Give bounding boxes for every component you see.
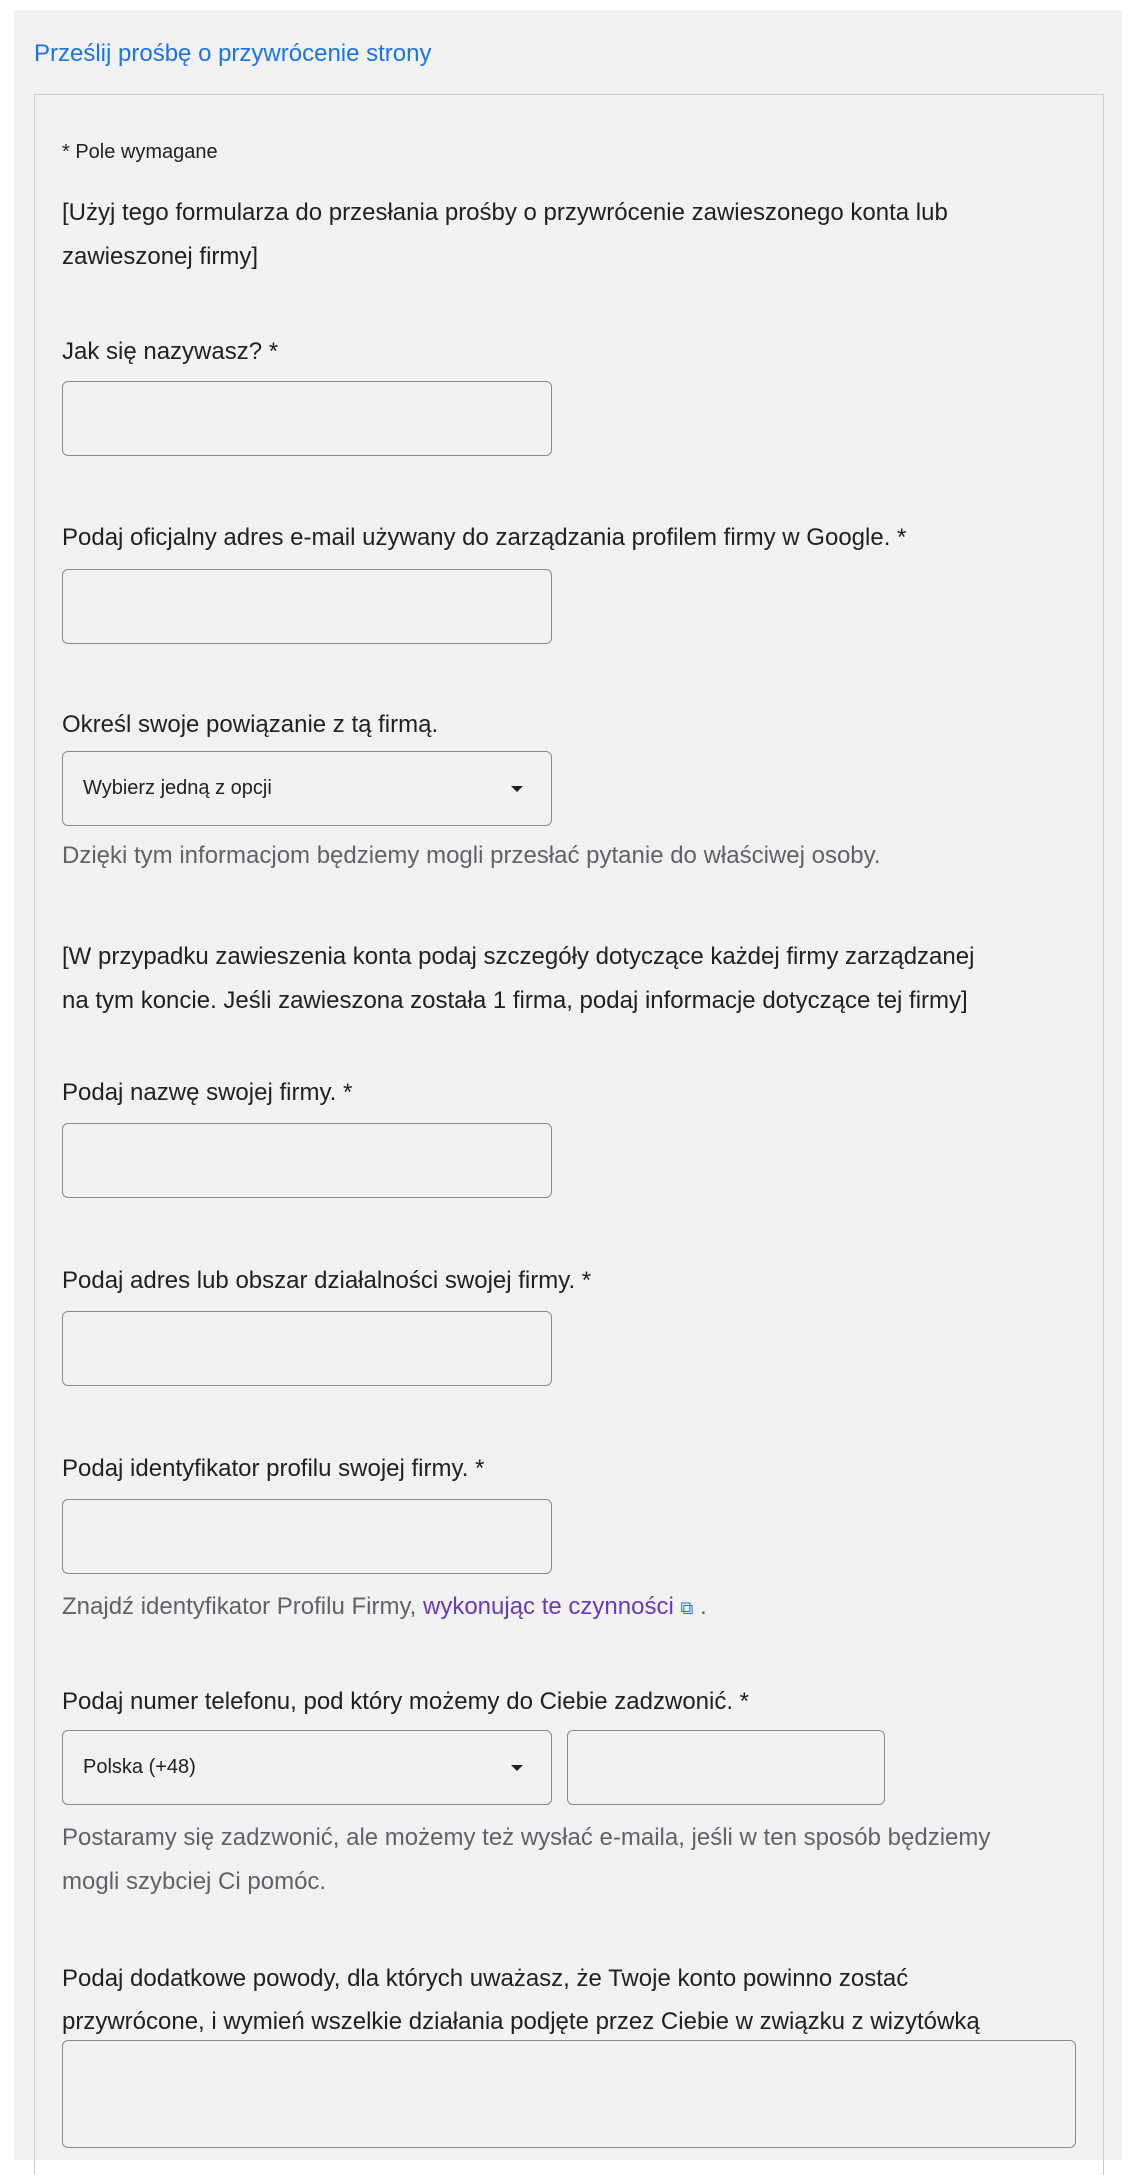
business-name-input[interactable]: [62, 1123, 552, 1198]
profile-id-label: Podaj identyfikator profilu swojej firmy. *: [62, 1455, 485, 1482]
business-name-label: Podaj nazwę swojej firmy. *: [62, 1079, 353, 1106]
external-link-icon: ⧉: [680, 1598, 694, 1618]
name-label: Jak się nazywasz? *: [62, 338, 279, 365]
profile-id-help: [62, 1585, 707, 1630]
phone-help-1: Postaramy się zadzwonić, ale możemy też wysłać e-maila, jeśli w ten sposób będziemy: [62, 1824, 991, 1851]
required-note: * Pole wymagane: [62, 141, 218, 163]
relation-help: Dzięki tym informacjom będziemy mogli przesłać pytanie do właściwej osoby.: [62, 842, 881, 869]
email-input[interactable]: [62, 569, 552, 644]
intro-line-1: [Użyj tego formularza do przesłania prośby o przywrócenie zawieszonego konta lub: [62, 199, 948, 226]
phone-number-input[interactable]: [567, 1730, 885, 1805]
page-title: Prześlij prośbę o przywrócenie strony: [34, 40, 432, 67]
suspension-note-2: na tym koncie. Jeśli zawieszona została 1 firma, podaj informacje dotyczące tej firmy]: [62, 987, 968, 1014]
phone-label: Podaj numer telefonu, pod który możemy do Ciebie zadzwonić. *: [62, 1688, 750, 1715]
intro-line-2: zawieszonej firmy]: [62, 243, 259, 270]
email-label: Podaj oficjalny adres e-mail używany do zarządzania profilem firmy w Google. *: [62, 524, 907, 551]
address-label: Podaj adres lub obszar działalności swojej firmy. *: [62, 1267, 592, 1294]
address-input[interactable]: [62, 1311, 552, 1386]
profile-id-help-text: Znajdź identyfikator Profilu Firmy,: [62, 1593, 423, 1620]
reasons-label-2: przywrócone, i wymień wszelkie działania podjęte przez Ciebie w związku z wizytówką: [62, 2008, 980, 2035]
chevron-down-icon: [511, 786, 523, 792]
suspension-note-1: [W przypadku zawieszenia konta podaj szczegóły dotyczące każdej firmy zarządzanej: [62, 943, 975, 970]
name-input[interactable]: [62, 381, 552, 456]
chevron-down-icon: [511, 1765, 523, 1771]
reasons-label-1: Podaj dodatkowe powody, dla których uważasz, że Twoje konto powinno zostać: [62, 1965, 909, 1992]
relation-label: Określ swoje powiązanie z tą firmą.: [62, 711, 439, 738]
profile-id-help-end: .: [693, 1593, 707, 1620]
profile-id-link[interactable]: wykonując te czynności: [423, 1593, 674, 1620]
profile-id-input[interactable]: [62, 1499, 552, 1574]
relation-select[interactable]: [62, 751, 552, 826]
relation-select-value: Wybierz jedną z opcji: [83, 777, 272, 799]
reasons-textarea[interactable]: [62, 2040, 1076, 2148]
phone-country-value: Polska (+48): [83, 1756, 196, 1778]
phone-help-2: mogli szybciej Ci pomóc.: [62, 1868, 327, 1895]
phone-country-select[interactable]: [62, 1730, 552, 1805]
